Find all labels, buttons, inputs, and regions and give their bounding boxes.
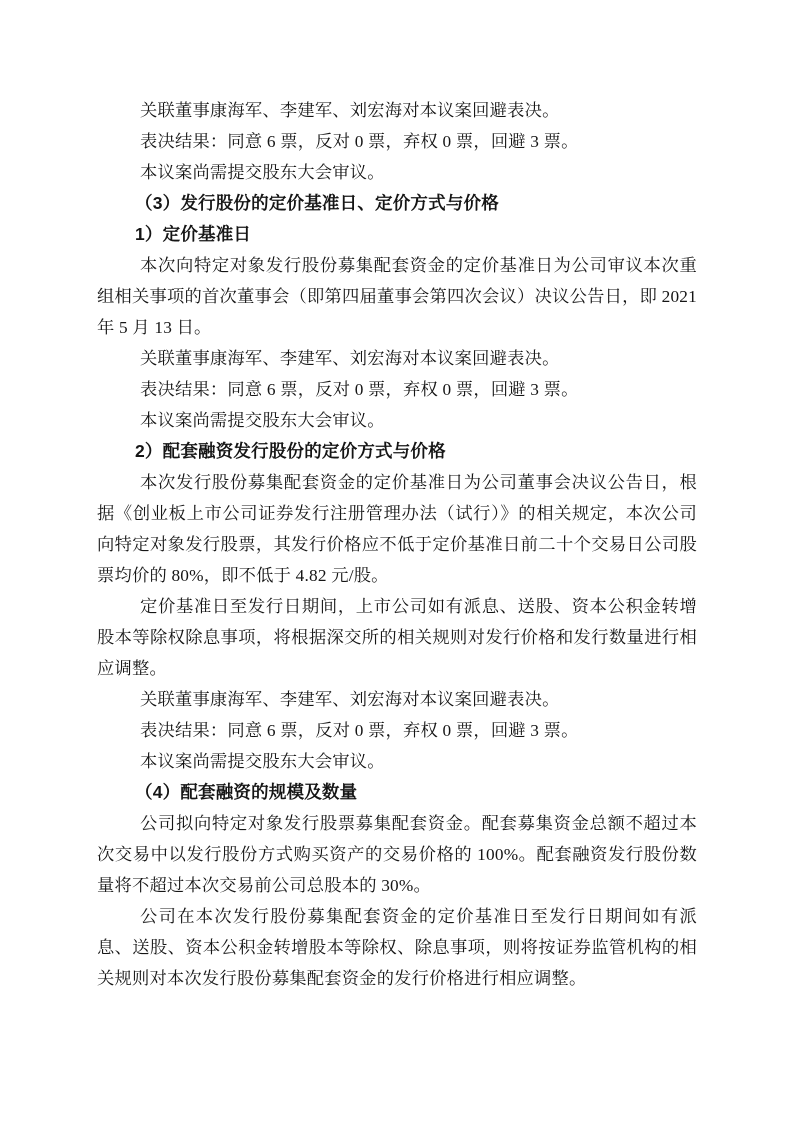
fundraising-scale-paragraph: 公司拟向特定对象发行股票募集配套资金。配套募集资金总额不超过本次交易中以发行股份方式购买资产的交易价格的 100%。配套融资发行股份数量将不超过本次交易前公司总股本的 30%。: [97, 814, 697, 895]
vote-result: 表决结果：同意 6 票，反对 0 票，弃权 0 票，回避 3 票。: [140, 721, 579, 740]
submit-to-shareholders-note: 本议案尚需提交股东大会审议。: [140, 411, 385, 430]
submit-to-shareholders-note: 本议案尚需提交股东大会审议。: [140, 752, 385, 771]
subsection-2-heading: 2）配套融资发行股份的定价方式与价格: [135, 441, 446, 461]
section-4-heading: （4）配套融资的规模及数量: [135, 782, 358, 802]
vote-result: 表决结果：同意 6 票，反对 0 票，弃权 0 票，回避 3 票。: [140, 132, 579, 151]
subsection-1-heading: 1）定价基准日: [135, 224, 252, 244]
price-adjustment-paragraph: 定价基准日至发行日期间，上市公司如有派息、送股、资本公积金转增股本等除权除息事项，将根据深交所的相关规则对发行价格和发行数量进行相应调整。: [97, 597, 697, 678]
section-3-heading: （3）发行股份的定价基准日、定价方式与价格: [135, 193, 499, 213]
document-content: [97, 95, 697, 994]
recusal-note: 关联董事康海军、李建军、刘宏海对本议案回避表决。: [140, 101, 560, 120]
pricing-method-paragraph: 本次发行股份募集配套资金的定价基准日为公司董事会决议公告日，根据《创业板上市公司证券发行注册管理办法（试行）》的相关规定，本次公司向特定对象发行股票，其发行价格应不低于定价基准日前二十个交易日公司股票均价的 80%，即不低于 4.82 元/股。: [97, 473, 697, 585]
vote-result: 表决结果：同意 6 票，反对 0 票，弃权 0 票，回避 3 票。: [140, 380, 579, 399]
submit-to-shareholders-note: 本议案尚需提交股东大会审议。: [140, 163, 385, 182]
scale-adjustment-paragraph: 公司在本次发行股份募集配套资金的定价基准日至发行日期间如有派息、送股、资本公积金转增股本等除权、除息事项，则将按证券监管机构的相关规则对本次发行股份募集配套资金的发行价格进行相应调整。: [97, 907, 697, 988]
recusal-note: 关联董事康海军、李建军、刘宏海对本议案回避表决。: [140, 349, 560, 368]
recusal-note: 关联董事康海军、李建军、刘宏海对本议案回避表决。: [140, 690, 560, 709]
pricing-base-date-paragraph: 本次向特定对象发行股份募集配套资金的定价基准日为公司审议本次重组相关事项的首次董事会（即第四届董事会第四次会议）决议公告日，即 2021 年 5 月 13 日。: [97, 256, 697, 337]
